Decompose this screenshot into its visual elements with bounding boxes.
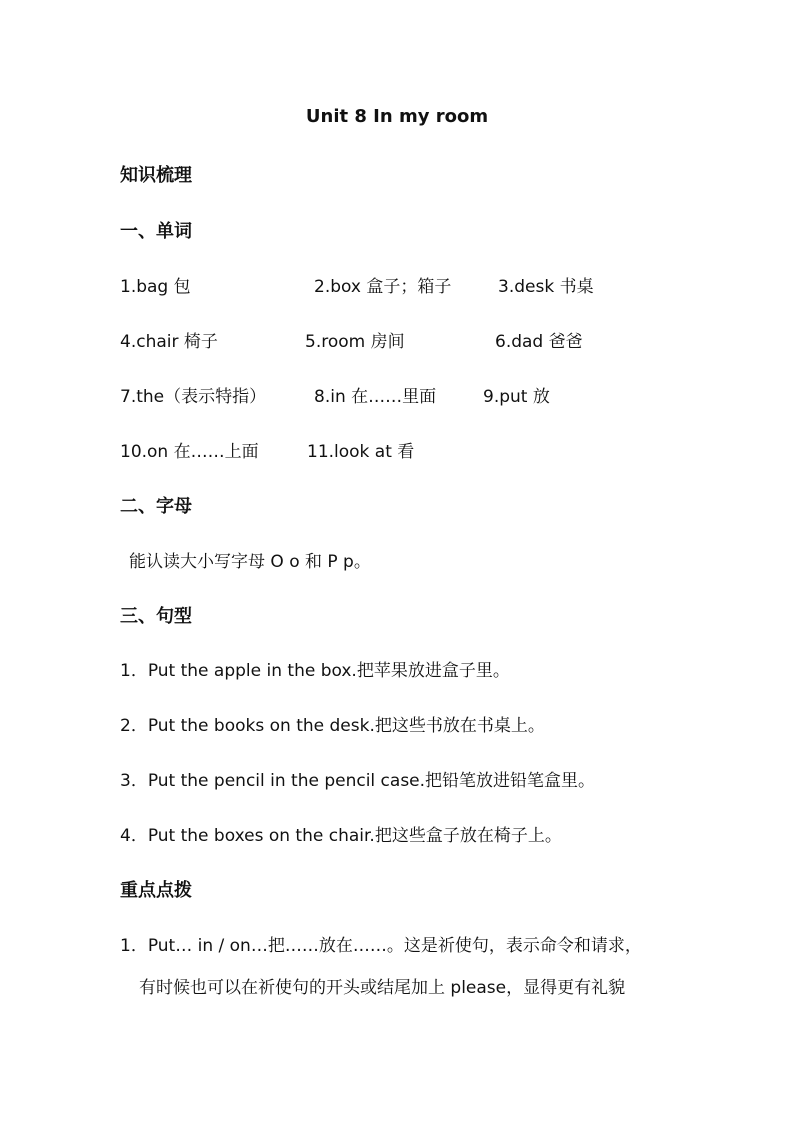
- vocab-item: 8.in 在……里面: [314, 387, 437, 407]
- sentence-item: 3．Put the pencil in the pencil case.把铅笔放进铅笔盒里。: [120, 771, 596, 791]
- vocab-item: 5.room 房间: [305, 332, 405, 352]
- sentence-item: 1．Put the apple in the box.把苹果放进盒子里。: [120, 661, 510, 681]
- keypoint-line: 1．Put… in / on…把……放在……。这是祈使句，表示命令和请求，: [120, 936, 642, 956]
- page-title: Unit 8 In my room: [305, 106, 489, 127]
- vocab-item: 1.bag 包: [120, 277, 191, 297]
- vocab-heading: 一、单词: [120, 221, 192, 242]
- vocab-item: 11.look at 看: [307, 442, 415, 462]
- vocab-item: 4.chair 椅子: [120, 332, 218, 352]
- sentences-heading: 三、句型: [120, 606, 192, 627]
- vocab-item: 7.the（表示特指）: [120, 387, 267, 407]
- sentence-item: 2．Put the books on the desk.把这些书放在书桌上。: [120, 716, 545, 736]
- vocab-item: 2.box 盒子；箱子: [314, 277, 452, 297]
- vocab-item: 9.put 放: [483, 387, 550, 407]
- keypoint-line: 有时候也可以在祈使句的开头或结尾加上 please，显得更有礼貌: [139, 978, 626, 998]
- letters-text: 能认读大小写字母 O o 和 P p。: [129, 552, 371, 572]
- letters-heading: 二、字母: [120, 496, 192, 517]
- vocab-item: 6.dad 爸爸: [495, 332, 583, 352]
- vocab-item: 3.desk 书桌: [498, 277, 594, 297]
- keypoints-heading: 重点点拨: [120, 880, 192, 901]
- vocab-item: 10.on 在……上面: [120, 442, 259, 462]
- section-heading-knowledge: 知识梳理: [120, 165, 192, 186]
- sentence-item: 4．Put the boxes on the chair.把这些盒子放在椅子上。: [120, 826, 562, 846]
